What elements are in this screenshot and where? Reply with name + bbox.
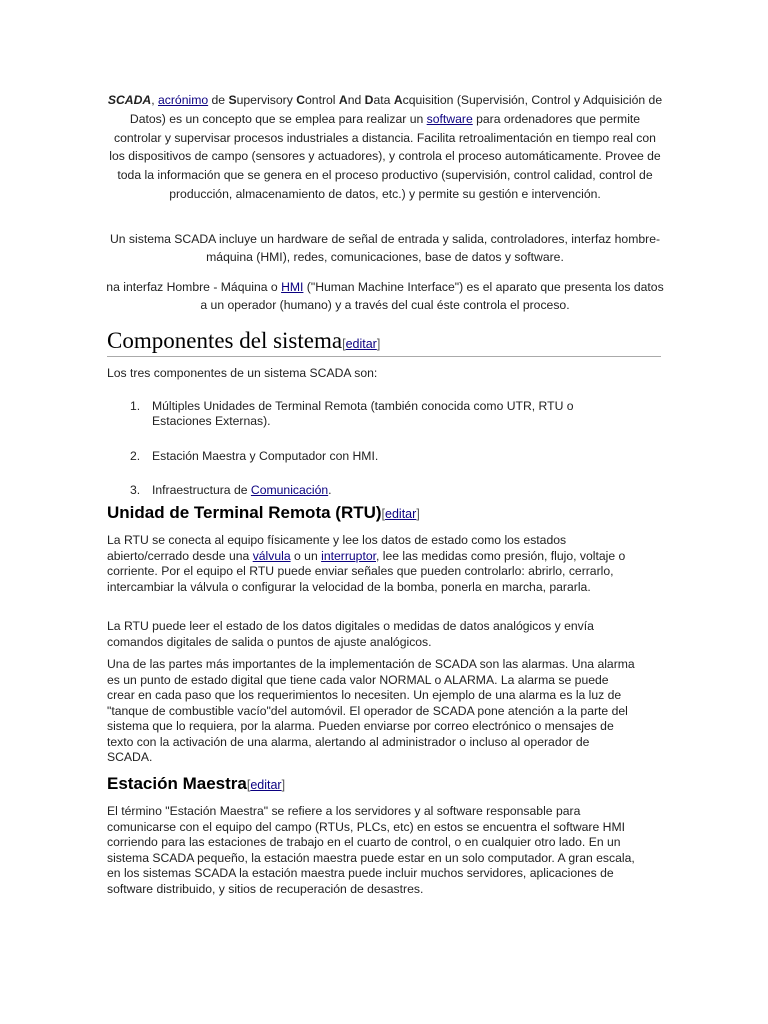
intro-paragraph-1: SCADA, acrónimo de Supervisory Control And Data Acquisition (Supervisión, Control y Adquisición de Datos) es un concepto que se emplea para realizar un software para ordenadores que permite controlar y supervisar procesos industriales a distancia. Facilita retroalimentación en tiempo real con los dispositivos de campo (sensores y actuadores), y controla el proceso automáticamente. Provee de toda la información que se genera en el proceso productivo (supervisión, control calidad, control de producción, almacenamiento de datos, etc.) y permite su gestión e intervención. xyxy=(107,93,663,201)
section-heading-rtu xyxy=(107,505,420,523)
scada-term: SCADA xyxy=(107,93,152,107)
section-heading-estacion-maestra xyxy=(107,776,285,794)
section-heading-componentes xyxy=(107,328,661,357)
heading-text: Unidad de Terminal Remota (RTU) xyxy=(107,503,382,522)
intro-paragraph-3: na interfaz Hombre - Máquina o HMI ("Human Machine Interface") es el aparato que presenta los datos a un operador (humano) y a través del cual éste controla el proceso. xyxy=(106,280,664,312)
heading-text: Estación Maestra xyxy=(107,774,247,793)
interruptor-link[interactable]: interruptor xyxy=(321,548,376,563)
hmi-link[interactable]: HMI xyxy=(281,280,304,294)
intro-paragraph-2: Un sistema SCADA incluye un hardware de señal de entrada y salida, controladores, interfaz hombre-máquina (HMI), redes, comunicaciones, base de datos y software. xyxy=(109,232,661,264)
comunicacion-link[interactable]: Comunicación xyxy=(250,483,329,497)
rtu-paragraph-1: La RTU se conecta al equipo físicamente y lee los datos de estado como los estados abierto/cerrado desde una válvula o un interruptor, lee las medidas como presión, flujo, voltaje o corriente. Por el equipo el RTU puede enviar señales que pueden controlarlo: abrirlo, cerrarlo, intercambiar la válvula o configurar la velocidad de la bomba, ponerla en marcha, pararla. xyxy=(107,533,626,594)
heading-text: Componentes del sistema xyxy=(107,328,343,353)
rtu-paragraph-3: Una de las partes más importantes de la implementación de SCADA son las alarmas. Una alarma es un punto de estado digital que tiene cada valor NORMAL o ALARMA. La alarma se puede crear en cada paso que los requerimientos lo necesiten. Un ejemplo de una alarma es la luz de "tanque de combustible vacío"del automóvil. El operador de SCADA pone atención a la parte del sistema que lo requiera, por la alarma. Pueden enviarse por correo electrónico o mensajes de texto con la activación de una alarma, alertando al administrador o incluso al operador de SCADA. xyxy=(107,657,635,764)
acronimo-link[interactable]: acrónimo xyxy=(158,93,209,107)
componentes-intro: Los tres componentes de un sistema SCADA son: xyxy=(107,366,378,380)
valvula-link[interactable]: válvula xyxy=(252,548,291,563)
estacion-paragraph-1: El término "Estación Maestra" se refiere a los servidores y al software responsable para comunicarse con el equipo del campo (RTUs, PLCs, etc) en estos se encuentra el software HMI corriendo para las estaciones de trabajo en el cuarto de control, o en cualquier otro lado. En un sistema SCADA pequeño, la estación maestra puede estar en un solo computador. A gran escala, en los sistemas SCADA la estación maestra puede incluir muchos servidores, aplicaciones de software distribuido, y sitios de recuperación de desastres. xyxy=(107,804,635,896)
edit-link-rtu[interactable]: [editar] xyxy=(381,507,420,521)
software-link[interactable]: software xyxy=(426,111,473,126)
edit-link-estacion[interactable]: [editar] xyxy=(246,778,286,792)
edit-link-componentes[interactable]: [editar] xyxy=(342,337,381,351)
rtu-paragraph-2: La RTU puede leer el estado de los datos digitales o medidas de datos analógicos y envía comandos digitales de salida o puntos de ajuste analógicos. xyxy=(107,619,594,649)
